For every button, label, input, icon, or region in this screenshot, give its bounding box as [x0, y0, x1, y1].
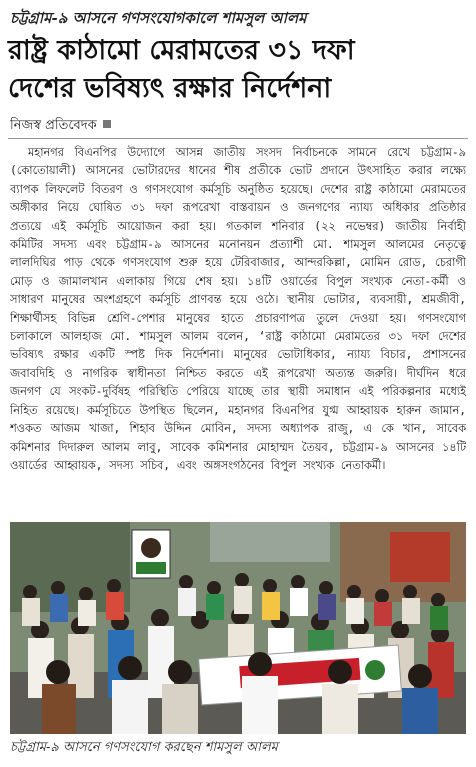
- kicker: চট্টগ্রাম-৯ আসনে গণসংযোগকালে শামসুল আলম: [10, 9, 307, 27]
- divider: [8, 138, 468, 139]
- byline-text: নিজস্ব প্রতিবেদক: [10, 118, 97, 133]
- news-photo: [10, 522, 466, 734]
- byline-square-icon: [103, 120, 111, 128]
- article-body: মহানগর বিএনপির উদ্যোগে আসন্ন জাতীয় সংসদ নির্বাচনকে সামনে রেখে চট্টগ্রাম-৯ (কোতোয়ালী) আসনের ভোটারদের ধানের শীষ প্রতীকে ভোট প্রদানে উৎসাহিত করার লক্ষ্যে ব্যাপক লিফলেট বিতরণ ও গণসংযোগ কর্মসূচি অনুষ্ঠিত হয়েছে। দেশের রাষ্ট্র কাঠামো মেরামতের অঙ্গীকার নিয়ে ঘোষিত ৩১ দফা রূপরেখা বাস্তবায়ন ও জনগণের ন্যায্য অধিকার প্রতিষ্ঠার প্রত্যয়ে এই কর্মসূচি আয়োজন করা হয়। গতকাল শনিবার (২২ নভেম্বর) জাতীয় নির্বাহী কমিটির সদস্য এবং চট্টগ্রাম-৯ আসনের মনোনয়ন প্রত্যাশী মো. শামসুল আলমের নেতৃত্বে লালদিঘির পাড় থেকে গণসংযোগ শুরু হয়ে টেরিবাজার, আন্দরকিল্লা, মোমিন রোড, চেরাগী মোড় ও জামালখান এলাকায় গিয়ে শেষ হয়। ১৪টি ওয়ার্ডের বিপুল সংখ্যক নেতা-কর্মী ও সাধারণ মানুষের অংশগ্রহণে কর্মসূচি প্রাণবন্ত হয়ে ওঠে। স্থানীয় ভোটার, ব্যবসায়ী, শ্রমজীবী, শিক্ষার্থীসহ বিভিন্ন শ্রেণি-পেশার মানুষের হাতে প্রচারণাপত্র তুলে দেওয়া হয়। গণসংযোগ চলাকালে আলহাজ মো. শামসুল আলম বলেন, ‘রাষ্ট্র কাঠামো মেরামতের ৩১ দফা দেশের ভবিষ্যৎ রক্ষার একটি স্পষ্ট দিক নির্দেশনা। মানুষের ভোটাধিকার, ন্যায্য বিচার, প্রশাসনের জবাবদিহি ও নাগরিক স্বাধীনতা নিশ্চিত করতে এই রূপরেখা অত্যন্ত জরুরি। দীর্ঘদিন ধরে জনগণ যে সংকট-দুর্বিষহ পরিস্থিতি পেরিয়ে যাচ্ছে তার স্থায়ী সমাধান এই পরিকল্পনার মধ্যেই নিহিত রয়েছে। কর্মসূচিতে উপস্থিত ছিলেন, মহানগর বিএনপির যুগ্ম আহ্বায়ক হারুন জামান, শওকত আজম খাজা, শিহাব উদ্দিন মোবিন, সদস্য অধ্যাপক রাজু, এ কে খান, সাবেক কমিশনার দিদারুল আলম লাবু, সাবেক কমিশনার মোহাম্মদ তৈয়ব, চট্টগ্রাম-৯ আসনের ১৪টি ওয়ার্ডের আহ্বায়ক, সদস্য সচিব, এবং অঙ্গসংগঠনের বিপুল সংখ্যক নেতাকর্মী।: [10, 146, 466, 472]
- photo-caption: চট্টগ্রাম-৯ আসনে গণসংযোগ করছেন শামসুল আলম: [10, 740, 278, 755]
- crowd-photo-illustration: [10, 522, 466, 734]
- headline: [8, 32, 468, 108]
- headline-line-1: রাষ্ট্র কাঠামো মেরামতের ৩১ দফা: [8, 35, 355, 66]
- headline-line-2: দেশের ভবিষ্যৎ রক্ষার নির্দেশনা: [8, 73, 332, 104]
- byline: [10, 117, 111, 135]
